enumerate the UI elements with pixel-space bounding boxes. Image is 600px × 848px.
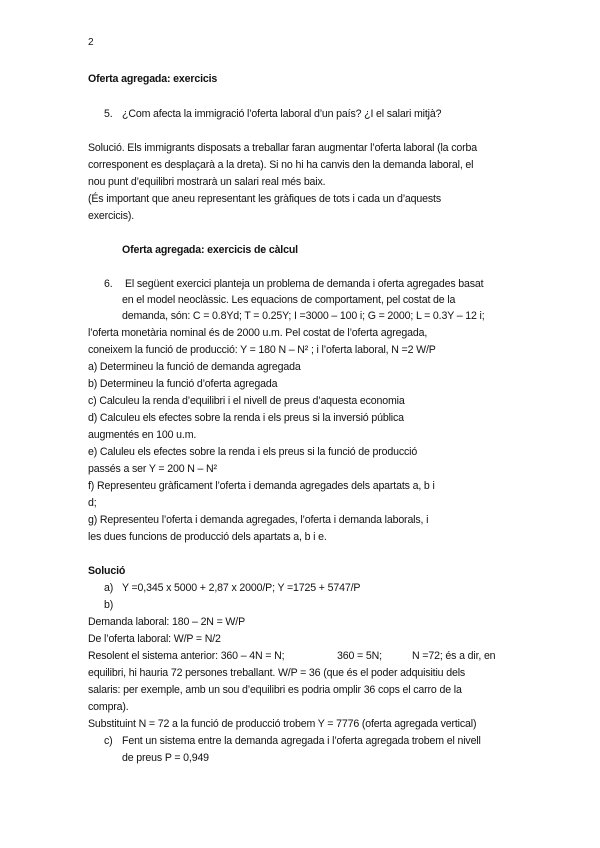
solution-5-line: nou punt d’equilibri mostrarà un salari real més baix.: [88, 176, 326, 188]
page-number: 2: [88, 37, 94, 48]
solution-heading: Solució: [88, 565, 126, 577]
solution-line: De l’oferta laboral: W/P = N/2: [88, 633, 221, 645]
solution-a-text: Y =0,345 x 5000 + 2,87 x 2000/P; Y =1725 + 5747/P: [122, 582, 361, 594]
solution-line: Demanda laboral: 180 – 2N = W/P: [88, 616, 245, 628]
section-heading-calcul: Oferta agregada: exercicis de càlcul: [122, 244, 298, 256]
solution-5-line: exercicis).: [88, 210, 135, 222]
solution-line: salaris: per exemple, amb un sou d’equilibri es podria omplir 36 cops el carro de la: [88, 684, 462, 696]
solution-c-line: Fent un sistema entre la demanda agregada i l’oferta agregada trobem el nivell: [122, 735, 481, 747]
question-6-line: e) Caluleu els efectes sobre la renda i els preus si la funció de producció: [88, 446, 418, 458]
solution-line: Substituint N = 72 a la funció de producció trobem Y = 7776 (oferta agregada vertical): [88, 718, 477, 730]
solution-5-line: Solució. Els immigrants disposats a treballar faran augmentar l’oferta laboral (la corba: [88, 142, 477, 154]
question-6-line: f) Representeu gràficament l’oferta i demanda agregades dels apartats a, b i: [88, 480, 435, 492]
solution-a-label: a): [104, 582, 114, 594]
question-6-line: d) Calculeu els efectes sobre la renda i els preus si la inversió pública: [88, 412, 404, 424]
resolent-part-1: Resolent el sistema anterior: 360 – 4N = N;: [88, 650, 285, 662]
question-5-number: 5.: [104, 108, 113, 120]
resolent-part-2: 360 = 5N;: [337, 650, 382, 662]
solution-line: compra).: [88, 701, 129, 713]
question-6-line: en el model neoclàssic. Les equacions de comportament, pel costat de la: [122, 294, 456, 306]
question-6-line: demanda, són: C = 0.8Yd; T = 0.25Y; I =3000 – 100 i; G = 2000; L = 0.3Y – 12 i;: [122, 310, 485, 322]
question-6-number: 6.: [104, 278, 113, 290]
solution-5-line: corresponent es desplaçarà a la dreta). Si no hi ha canvis den la demanda laboral, el: [88, 159, 474, 171]
question-6-line: augmentés en 100 u.m.: [88, 429, 197, 441]
resolent-part-3: N =72; és a dir, en: [412, 650, 496, 662]
solution-5-line: (És important que aneu representant les gràfiques de tots i cada un d’aquests: [88, 193, 441, 205]
solution-c-label: c): [104, 735, 113, 747]
question-6-line: les dues funcions de producció dels apartats a, b i e.: [88, 531, 327, 543]
solution-b-label: b): [104, 599, 114, 611]
question-6-line: g) Representeu l’oferta i demanda agregades, l’oferta i demanda laborals, i: [88, 514, 429, 526]
question-6-line: d;: [88, 497, 97, 509]
solution-line: equilibri, hi hauria 72 persones treballant. W/P = 36 (que és el poder adquisitiu dels: [88, 667, 466, 679]
question-5-text: ¿Com afecta la immigració l’oferta laboral d’un país? ¿I el salari mitjà?: [122, 108, 442, 120]
question-6-line: El següent exercici planteja un problema de demanda i oferta agregades basat: [125, 278, 484, 290]
section-heading-exercicis: Oferta agregada: exercicis: [88, 73, 218, 85]
question-6-line: l’oferta monetària nominal és de 2000 u.m. Pel costat de l’oferta agregada,: [88, 327, 428, 339]
question-6-line: a) Determineu la funció de demanda agregada: [88, 361, 301, 373]
question-6-line: passés a ser Y = 200 N – N²: [88, 463, 217, 475]
question-6-line: c) Calculeu la renda d’equilibri i el nivell de preus d’aquesta economia: [88, 395, 405, 407]
solution-c-line: de preus P = 0,949: [122, 752, 209, 764]
question-6-line: coneixem la funció de producció: Y = 180 N – N² ; i l’oferta laboral, N =2 W/P: [88, 344, 436, 356]
question-6-line: b) Determineu la funció d’oferta agregada: [88, 378, 278, 390]
